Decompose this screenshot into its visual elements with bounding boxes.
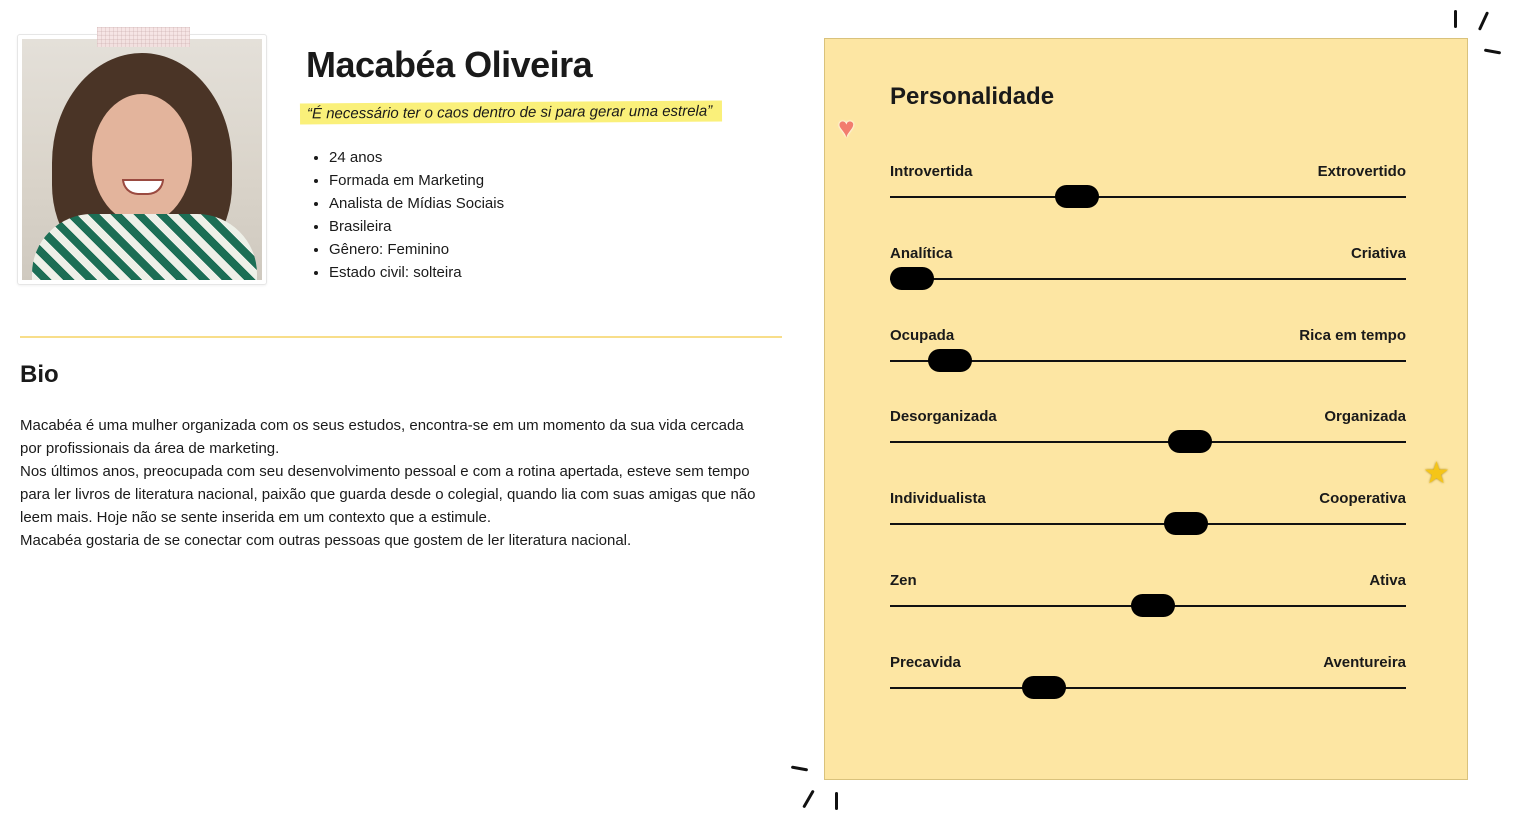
trait-left-label: Precavida (890, 653, 961, 671)
bio-paragraph: Macabéa gostaria de se conectar com outras pessoas que gostem de ler literatura nacional. (20, 532, 632, 549)
trait-slider[interactable] (890, 572, 1406, 632)
trait-right-label: Organizada (1324, 408, 1406, 426)
trait-left-label: Desorganizada (890, 408, 997, 426)
slider-track[interactable] (890, 278, 1406, 280)
trait-right-label: Extrovertido (1317, 163, 1406, 180)
trait-slider[interactable] (890, 327, 1406, 387)
personality-title: Personalidade (890, 83, 1055, 110)
slider-track[interactable] (890, 523, 1406, 525)
trait-left-label: Individualista (890, 490, 986, 508)
sparkle-dash-decoration (791, 766, 808, 772)
profile-photo (17, 34, 267, 285)
trait-slider[interactable] (890, 654, 1406, 714)
sparkle-dash-decoration (835, 792, 838, 810)
fact-item: • Formada em Marketing (329, 169, 504, 192)
facts-list (329, 146, 504, 284)
trait-left-label: Analítica (890, 244, 953, 262)
personality-card (824, 38, 1468, 780)
heart-icon: ♥ (838, 112, 855, 143)
trait-left-label: Ocupada (890, 326, 955, 344)
fact-item: • Estado civil: solteira (329, 261, 504, 284)
fact-item: • 24 anos (329, 146, 504, 169)
slider-knob[interactable] (890, 267, 934, 290)
sparkle-dash-decoration (1454, 10, 1457, 28)
bio-paragraph: Macabéa é uma mulher organizada com os seus estudos, encontra-se em um momento da sua vida cercada por profissionais da área de marketing. (20, 417, 744, 457)
trait-slider[interactable] (890, 490, 1406, 550)
trait-slider[interactable] (890, 163, 1406, 223)
slider-track[interactable] (890, 196, 1406, 198)
persona-name: Macabéa Oliveira (306, 44, 593, 85)
sparkle-dash-decoration (1484, 49, 1501, 55)
fact-item: • Analista de Mídias Sociais (329, 192, 504, 215)
trait-left-label: Zen (890, 572, 917, 589)
slider-track[interactable] (890, 441, 1406, 443)
slider-knob[interactable] (1055, 185, 1099, 208)
trait-right-label: Ativa (1369, 572, 1406, 589)
slider-track[interactable] (890, 687, 1406, 689)
slider-knob[interactable] (1131, 594, 1175, 617)
washi-tape-decoration (97, 27, 190, 47)
bio-paragraph: Nos últimos anos, preocupada com seu desenvolvimento pessoal e com a rotina apertada, esteve sem tempo para ler livros de literatura nacional, paixão que guarda desde o colegial, quando lia com suas amigas que não leem mais. Hoje não se sente inserida em um contexto que a estimule. (20, 463, 756, 526)
trait-right-label: Criativa (1350, 244, 1406, 262)
star-icon: ★ (1423, 457, 1450, 490)
fact-item: • Brasileira (329, 215, 504, 238)
sparkle-dash-decoration (1478, 11, 1489, 30)
trait-slider[interactable] (890, 245, 1406, 305)
slider-knob[interactable] (928, 349, 972, 372)
persona-quote: “É necessário ter o caos dentro de si para gerar uma estrela” (300, 101, 722, 125)
trait-right-label: Cooperativa (1319, 490, 1406, 508)
bio-title: Bio (20, 361, 59, 388)
fact-item: • Gênero: Feminino (329, 238, 504, 261)
slider-knob[interactable] (1022, 676, 1066, 699)
bio-text (20, 414, 760, 552)
slider-knob[interactable] (1168, 430, 1212, 453)
divider (20, 336, 782, 338)
trait-left-label: Introvertida (890, 163, 973, 180)
trait-right-label: Aventureira (1323, 653, 1406, 671)
trait-right-label: Rica em tempo (1299, 326, 1406, 344)
trait-slider[interactable] (890, 408, 1406, 468)
sparkle-dash-decoration (802, 790, 815, 809)
slider-knob[interactable] (1164, 512, 1208, 535)
